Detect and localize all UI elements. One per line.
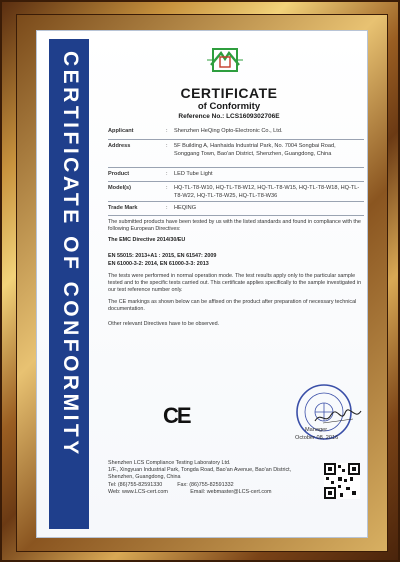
field-value: HEQING bbox=[174, 205, 197, 211]
field-value: HQ-TL-T8-W10, HQ-TL-T8-W12, HQ-TL-T8-W15, HQ-TL-T8-W18, HQ-TL-T8-W22, HQ-TL-T8-W25, HQ-TL-T8-W36 bbox=[174, 185, 360, 199]
signature-icon bbox=[313, 407, 363, 427]
footer-block bbox=[108, 460, 298, 496]
directive-text: The EMC Directive 2014/30/EU bbox=[108, 237, 186, 243]
footer-address-1: 1/F., Xingyuan Industrial Park, Tongda Road, Bao'an Avenue, Bao'an District, bbox=[108, 467, 292, 474]
sidebar-title: CERTIFICATE OF CONFORMITY bbox=[59, 51, 82, 458]
divider bbox=[108, 201, 364, 202]
sidebar-band bbox=[49, 39, 89, 529]
field-value: Shenzhen HeQing Opto-Electronic Co., Ltd. bbox=[174, 128, 283, 134]
field-value: LED Tube Light bbox=[174, 171, 213, 177]
field-value: 5F Building A, Hanhaida Industrial Park, No. 7004 Songbai Road, Songgang Town, Bao'an District, Shenzhen, Guangdong, China bbox=[174, 143, 336, 157]
lcs-logo-icon bbox=[207, 45, 243, 75]
divider bbox=[108, 215, 364, 216]
certificate-subtitle: of Conformity bbox=[197, 101, 261, 112]
footer-phone: Tel: (86)755-82591330 Fax: (86)755-82591332 bbox=[108, 481, 234, 488]
field-label: Trade Mark bbox=[108, 205, 138, 211]
standards-line-2: EN 61000-3-2: 2014, EN 61000-3-3: 2013 bbox=[108, 261, 209, 267]
signoff-role: Manager bbox=[305, 427, 328, 433]
ce-note-text: The CE markings as shown below can be affixed on the product after preparation of necessary technical documentation. bbox=[108, 299, 357, 312]
field-label: Applicant bbox=[108, 128, 134, 134]
divider bbox=[108, 139, 364, 140]
certificate-title: CERTIFICATE bbox=[180, 85, 278, 101]
field-label: Model(s) bbox=[108, 185, 131, 191]
footer-address-2: Shenzhen, Guangdong, China bbox=[108, 474, 181, 481]
qr-code-icon bbox=[324, 463, 360, 499]
ce-mark: CE bbox=[163, 403, 190, 428]
intro-text: The submitted products have been tested by us with the listed standards and found in compliance with the following European Directives: bbox=[108, 219, 361, 232]
divider bbox=[108, 181, 364, 182]
footer-company: Shenzhen LCS Compliance Testing Laboratory Ltd. bbox=[108, 460, 231, 466]
signoff-date: October 08, 2016 bbox=[295, 435, 339, 441]
divider bbox=[108, 167, 364, 168]
field-label: Product bbox=[108, 171, 130, 177]
standards-line-1: EN 55015: 2013+A1 : 2015, EN 61547: 2009 bbox=[108, 253, 217, 259]
reference-number: Reference No.: LCS1609302706E bbox=[178, 113, 280, 120]
footer-web: Web: www.LCS-cert.com Email: webmaster@LCS-cert.com bbox=[108, 488, 272, 495]
certificate-paper: CERTIFICATE OF CONFORMITY CERTIFICATE of Conformity Reference No.: LCS1609302706E Applicant : Shenzhen HeQing Opto-Electronic Co., Ltd. Address : 5F Building A, Hanhaida Industrial Park, No. 7004 Songbai Road, Songgang Town, Bao'an District, Shenzhen, Guangdong, China Product : LED Tube Light Model(s) : HQ-TL-T8-W10, HQ-TL-T8-W12, HQ-TL-T8-W15, HQ-TL-T8-W18, HQ-TL-T8-W22, HQ-TL-T8-W25, HQ-TL-T8-W36 Trade Mark : HEQING The submitted products have been tested by us with the listed standards and found in compliance with the following European Directives: The EMC Directive 2014/30/EU EN 55015: 2013+A1 : 2015, EN 61547: 2009 EN 61000-3-2: 2014, EN 61000-3-3: 2013 The tests were performed in normal operation mode. The test results apply only to the particular sample tested and to the specific tests carried out. This certificate applies specifically to the sample investigated in our test reference number only. The CE markings as shown below can be affixed on the product after preparation of necessary technical documentation. Other relevant Directives have to be observed. CE Manager October 08, 2016 Shenzhen LCS Compliance Testing Laboratory Ltd. 1/F., Xingyuan Industrial Park, Tongda Road, Bao'an Avenue, Bao'an District, Shenzhen, Guangdong, China Tel: (86)755-82591330 Fax: (86)755-82591332 Web: www.LCS-cert.com Email: webmaster@LCS-cert.com bbox=[36, 30, 368, 538]
other-directives-text: Other relevant Directives have to be observed. bbox=[108, 321, 220, 327]
tests-text: The tests were performed in normal operation mode. The test results apply only to the particular sample tested and to the specific tests carried out. This certificate applies specifically to the sample investigated in our test reference number only. bbox=[108, 273, 362, 293]
field-label: Address bbox=[108, 143, 131, 149]
